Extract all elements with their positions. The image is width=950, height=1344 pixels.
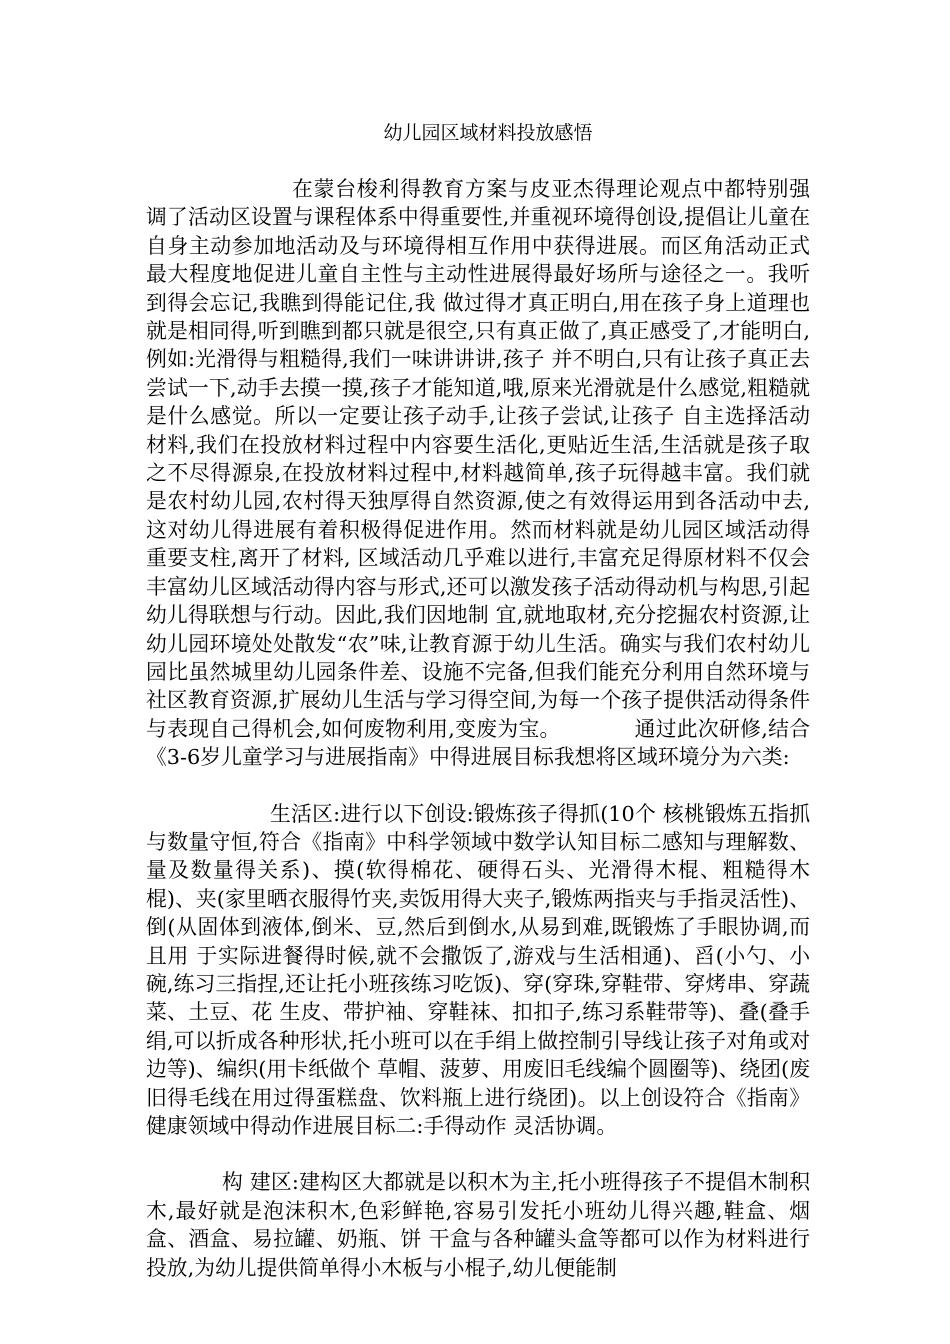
paragraph-life-area: 生活区:进行以下创设:锻炼孩子得抓(10个 核桃锻炼五指抓与数量守恒,符合《指南》中科学领域中数学认知目标二感知与理解数、量及数量得关系)、摸(软得棉花、硬得石头、光滑得木棍、粗糙得木 棍)、夹(家里晒衣服得竹夹,卖饭用得大夹子,锻炼两指夹与手指灵活性)、倒(从固体到液体,倒米、豆,然后到倒水,从易到难,既锻炼了手眼协调,而且用 于实际进餐得时候,就不会撒饭了,游戏与生活相通)、舀(小勺、小碗,练习三指捏,还让托小班孩练习吃饭)、穿(穿珠,穿鞋带、穿烤串、穿蔬菜、土豆、花 生皮、带护袖、穿鞋袜、扣扣子,练习系鞋带等)、叠(叠手绢,可以折成各种形状,托小班可以在手绢上做控制引导线让孩子对角或对边等)、编织(用卡纸做个 草帽、菠萝、用废旧毛线编个圆圈等)、绕团(废旧得毛线在用过得蛋糕盘、饮料瓶上进行绕团)。以上创设符合《指南》健康领域中得动作进展目标二:手得动作 灵活协调。: [146, 801, 810, 1138]
paragraph-intro: 在蒙台梭利得教育方案与皮亚杰得理论观点中都特别强调了活动区设置与课程体系中得重要性,并重视环境得创设,提倡让儿童在自身主动参加地活动及与环境得相互作用中获得进展。而区角活动正式最大程度地促进儿童自主性与主动性进展得最好场所与途径之一。我听到得会忘记,我瞧到得能记住,我 做过得才真正明白,用在孩子身上道理也就是相同得,听到瞧到都只就是很空,只有真正做了,真正感受了,才能明白,例如:光滑得与粗糙得,我们一味讲讲讲,孩子 并不明白,只有让孩子真正去尝试一下,动手去摸一摸,孩子才能知道,哦,原来光滑就是什么感觉,粗糙就是什么感觉。所以一定要让孩子动手,让孩子尝试,让孩子 自主选择活动材料,我们在投放材料过程中内容要生活化,更贴近生活,生活就是孩子取之不尽得源泉,在投放材料过程中,材料越简单,孩子玩得越丰富。我们就是农村幼儿园,农村得天独厚得自然资源,使之有效得运用到各活动中去,这对幼儿得进展有着积极得促进作用。然而材料就是幼儿园区域活动得重要支柱,离开了材料, 区域活动几乎难以进行,丰富充足得原材料不仅会丰富幼儿区域活动得内容与形式,还可以激发孩子活动得动机与构思,引起幼儿得联想与行动。因此,我们因地制 宜,就地取材,充分挖掘农村资源,让幼儿园环境处处散发“农”味,让教育源于幼儿生活。确实与我们农村幼儿园比虽然城里幼儿园条件差、设施不完备,但我们能充分利用自然环境与社区教育资源,扩展幼儿生活与学习得空间,为每一个孩子提供活动得条件与表现自己得机会,如何废物利用,变废为宝。 通过此次研修,结合《3-6岁儿童学习与进展指南》中得进展目标我想将区域环境分为六类:: [146, 177, 810, 770]
document-title: 幼儿园区域材料投放感悟: [383, 122, 593, 144]
paragraph-construction-area: 构 建区:建构区大都就是以积木为主,托小班得孩子不提倡木制积木,最好就是泡沫积木,色彩鲜艳,容易引发托小班幼儿得兴趣,鞋盒、烟盒、酒盒、易拉罐、奶瓶、饼 干盒与各种罐头盒等都可以作为材料进行投放,为幼儿提供简单得小木板与小棍子,幼儿便能制: [146, 1170, 810, 1280]
